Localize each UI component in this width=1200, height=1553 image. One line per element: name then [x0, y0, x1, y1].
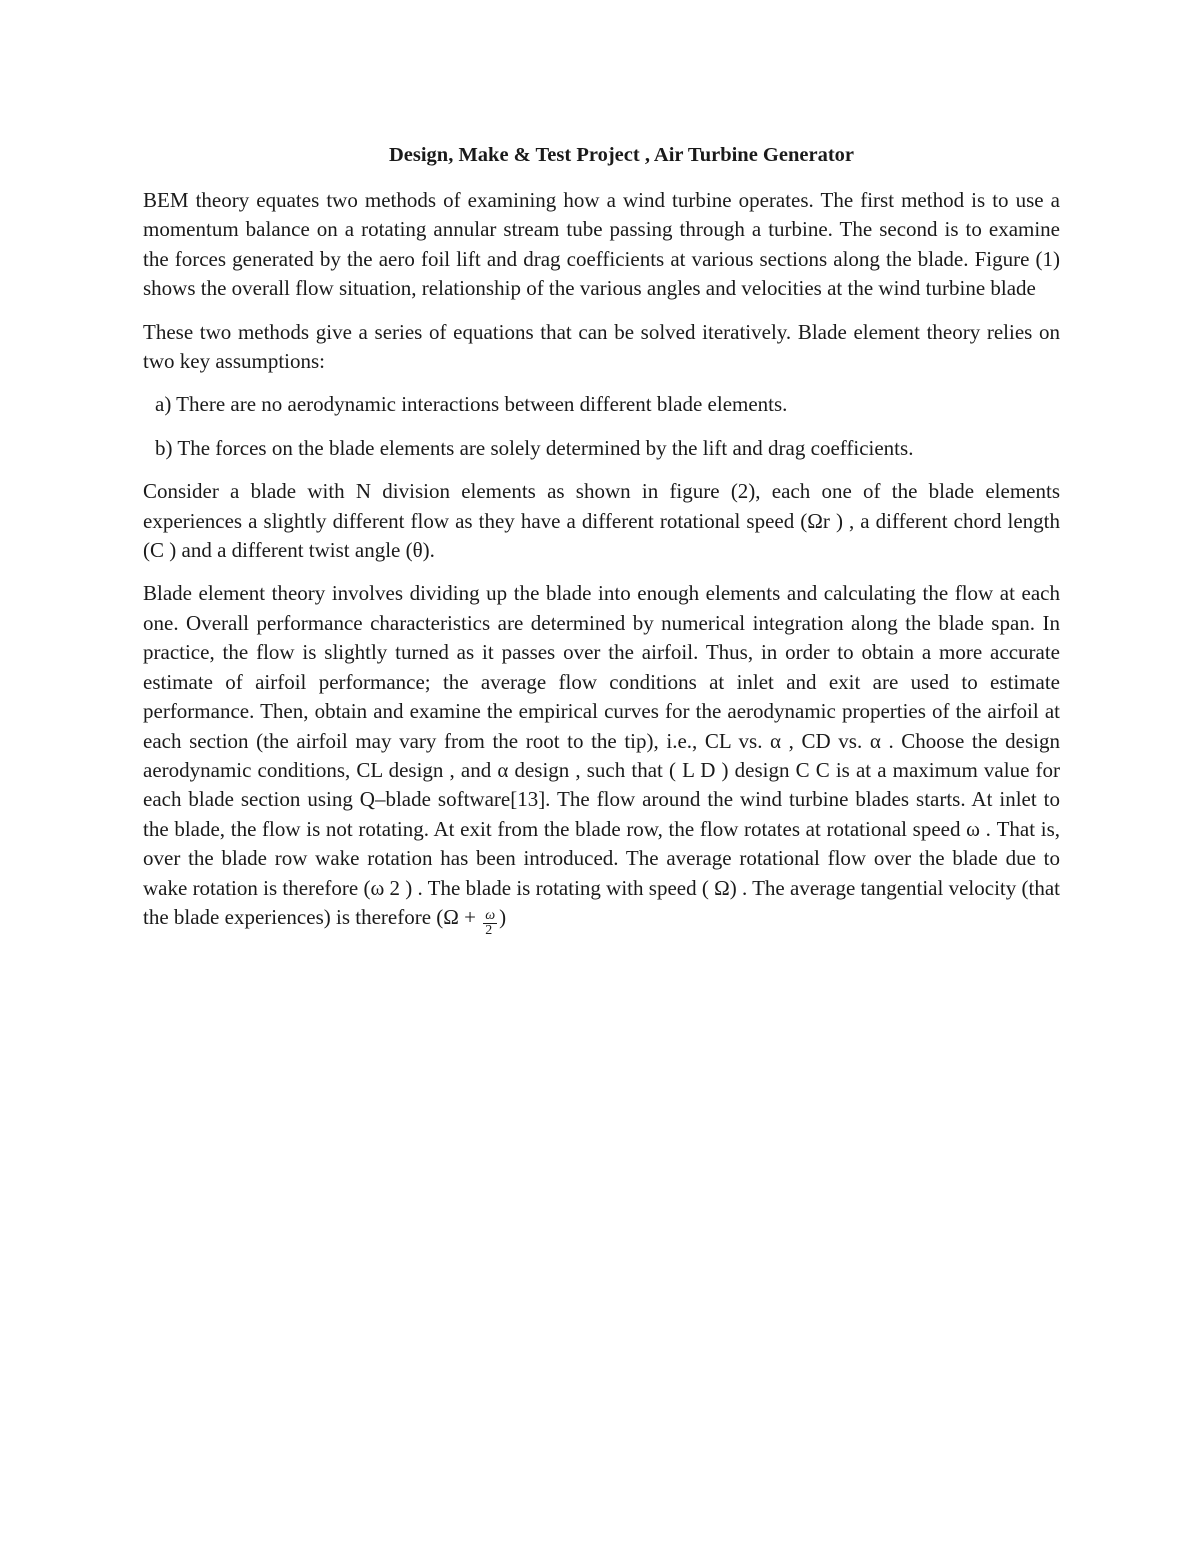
- assumption-b: b) The forces on the blade elements are solely determined by the lift and drag coefficients.: [155, 435, 914, 460]
- formula-close-paren: ): [499, 904, 507, 929]
- omega-over-two-fraction: [483, 909, 497, 938]
- paragraph-blade-elements: Consider a blade with N division elements as shown in figure (2), each one of the blade elements experiences a slightly different flow as they have a different rotational speed (Ωr ) , a different chord length (C ) and a different twist angle (θ).: [143, 479, 1060, 563]
- fraction-numerator: ω: [485, 907, 496, 923]
- paragraph-methods: These two methods give a series of equations that can be solved iteratively. Blade element theory relies on two key assumptions:: [143, 319, 1060, 374]
- document-body: [143, 140, 1060, 948]
- paragraph-blade-element-theory-text: Blade element theory involves dividing up the blade into enough elements and calculating the flow at each one. Overall performance characteristics are determined by numerical integration along the blade span. In practice, the flow is slightly turned as it passes over the airfoil. Thus, in order to obtain a more accurate estimate of airfoil performance; the average flow conditions at inlet and exit are used to estimate performance. Then, obtain and examine the empirical curves for the aerodynamic properties of the airfoil at each section (the airfoil may vary from the root to the tip), i.e., CL vs. α , CD vs. α . Choose the design aerodynamic conditions, CL design , and α design , such that ( L D ) design C C is at a maximum value for each blade section using Q–blade software[13]. The flow around the wind turbine blades starts. At inlet to the blade, the flow is not rotating. At exit from the blade row, the flow rotates at rotational speed ω . That is, over the blade row wake rotation has been introduced. The average rotational flow over the blade due to wake rotation is therefore (ω 2 ) . The blade is rotating with speed ( Ω) . The average tangential velocity (that the blade experiences) is therefore (Ω +: [143, 581, 1060, 929]
- fraction-denominator: 2: [485, 922, 493, 938]
- assumption-a: a) There are no aerodynamic interactions between different blade elements.: [155, 392, 788, 417]
- document-title: Design, Make & Test Project , Air Turbine Generator: [388, 144, 854, 166]
- paragraph-blade-element-theory: [143, 579, 1060, 938]
- paragraph-bem-intro: BEM theory equates two methods of examining how a wind turbine operates. The first method is to use a momentum balance on a rotating annular stream tube passing through a turbine. The second is to examine the forces generated by the aero foil lift and drag coefficients at various sections along the blade. Figure (1) shows the overall flow situation, relationship of the various angles and velocities at the wind turbine blade: [143, 188, 1060, 301]
